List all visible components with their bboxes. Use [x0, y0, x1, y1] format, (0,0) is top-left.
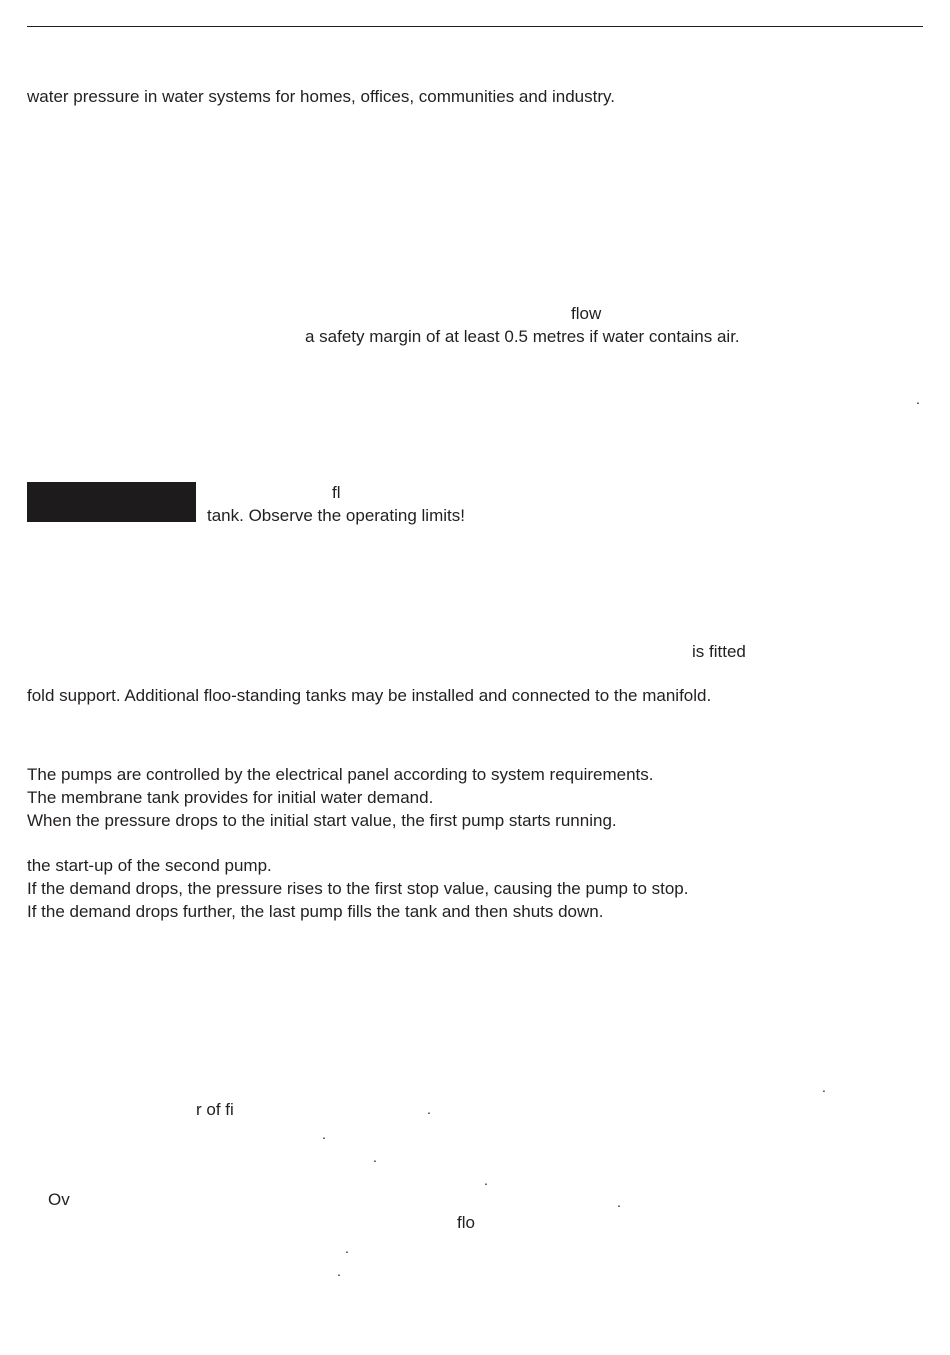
stray-dot: .: [345, 1240, 349, 1256]
header-rule: [27, 26, 923, 27]
stray-dot: .: [617, 1194, 621, 1210]
flow-word: flow: [571, 304, 602, 323]
fl-fragment: fl: [332, 483, 341, 502]
stray-dot: .: [916, 391, 920, 407]
stray-dot: .: [337, 1263, 341, 1279]
safety-margin-line: a safety margin of at least 0.5 metres if water contains air.: [305, 327, 740, 346]
is-fitted-fragment: is fitted: [692, 642, 746, 661]
stray-dot: .: [484, 1172, 488, 1188]
manifold-line: fold support. Additional floo-standing tanks may be installed and connected to the manifold.: [27, 686, 712, 705]
intro-line: water pressure in water systems for homes, offices, communities and industry.: [27, 87, 615, 106]
operation-line: If the demand drops, the pressure rises to the first stop value, causing the pump to stop.: [27, 879, 689, 898]
operating-limits-line: tank. Observe the operating limits!: [207, 506, 465, 525]
stray-dot: .: [822, 1079, 826, 1095]
operation-line: If the demand drops further, the last pump fills the tank and then shuts down.: [27, 902, 604, 921]
operation-line: The membrane tank provides for initial water demand.: [27, 788, 434, 807]
flo-fragment: flo: [457, 1213, 475, 1232]
redacted-block: [27, 482, 196, 522]
stray-dot: .: [322, 1126, 326, 1142]
r-of-fi-fragment: r of fi: [196, 1100, 234, 1119]
operation-line: The pumps are controlled by the electrical panel according to system requirements.: [27, 765, 654, 784]
stray-dot: .: [373, 1149, 377, 1165]
operation-line: When the pressure drops to the initial start value, the first pump starts running.: [27, 811, 617, 830]
stray-dot: .: [427, 1101, 431, 1117]
ov-fragment: Ov: [48, 1190, 70, 1209]
operation-line: the start-up of the second pump.: [27, 856, 272, 875]
